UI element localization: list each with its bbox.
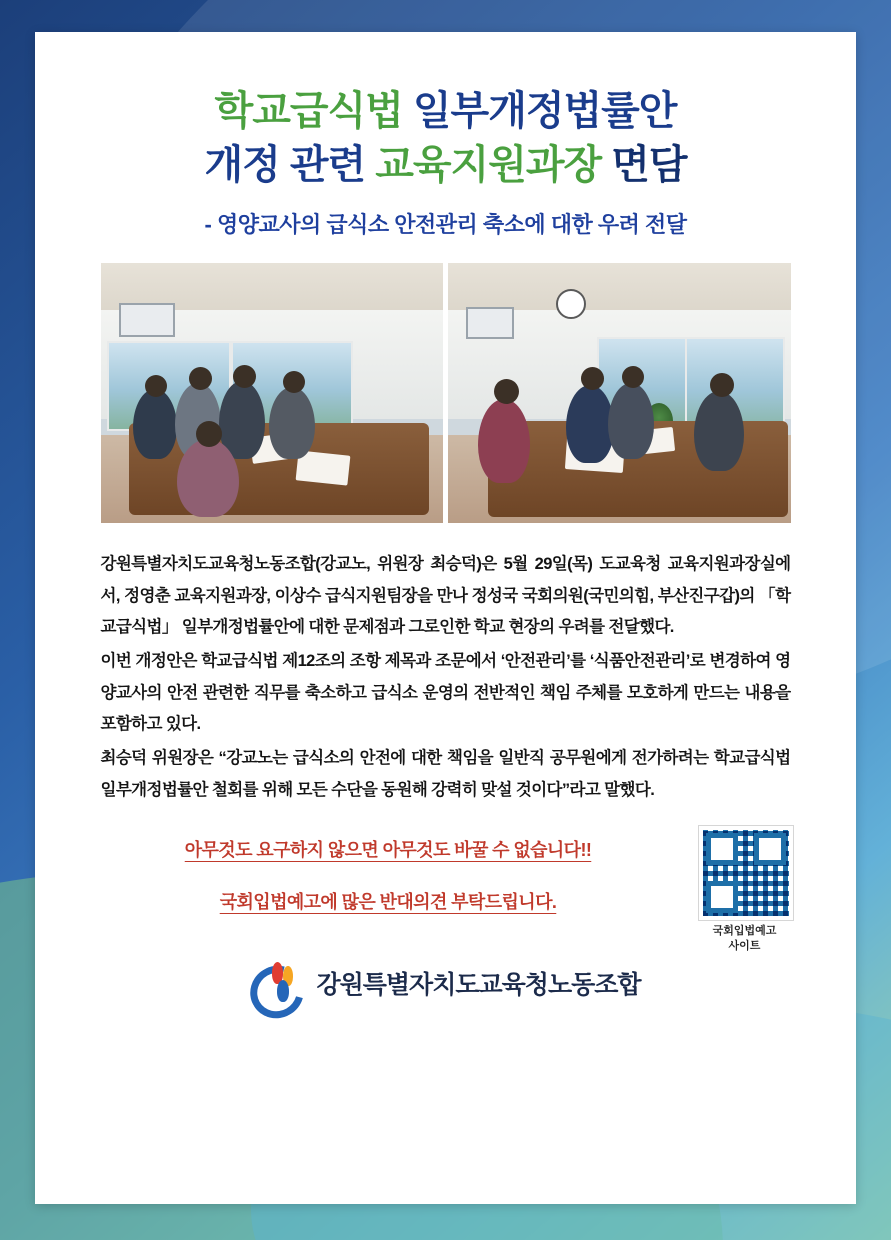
title-line-1 — [35, 84, 856, 138]
meeting-photo-right — [448, 263, 791, 523]
title-line-2 — [35, 138, 856, 192]
qr-caption-line-1: 국회입법예고 — [712, 925, 777, 938]
title-seg-education-support-chief: 교육지원과장 — [375, 143, 612, 187]
meeting-photo-left — [101, 263, 444, 523]
qr-caption — [699, 924, 791, 953]
organization-name: 강원특별자치도교육청노동조합 — [316, 971, 641, 1000]
footer-logo — [101, 960, 791, 1006]
article-paragraph-3: 최승덕 위원장은 “강교노는 급식소의 안전에 대한 책임을 일반직 공무원에게 전가하려는 학교급식법 일부개정법률안 철회를 위해 모든 수단을 동원해 강력히 맞설 것이다”라고 말했다. — [100, 749, 791, 799]
title-seg-amendment-bill: 일부개정법률안 — [412, 89, 677, 133]
photo-row — [101, 263, 791, 523]
union-logo-icon — [250, 960, 304, 1006]
title-block — [35, 32, 856, 192]
qr-caption-line-2: 사이트 — [728, 939, 761, 952]
qr-code-icon[interactable] — [699, 826, 793, 920]
title-seg-interview: 면담 — [611, 143, 687, 187]
cta-line-2: 국회입법예고에 많은 반대의견 부탁드립니다. — [219, 892, 557, 913]
cta-line-1: 아무것도 요구하지 않으면 아무것도 바꿀 수 없습니다!! — [184, 840, 592, 861]
content-card — [35, 32, 856, 1204]
article-paragraph-2: 이번 개정안은 학교급식법 제12조의 조항 제목과 조문에서 ‘안전관리’를 ‘식품안전관리’로 변경하여 영양교사의 안전 관련한 직무를 축소하고 급식소 운영의 전반적인 책임 주체를 모호하게 만드는 내용을 포함하고 있다. — [100, 652, 791, 734]
call-to-action-block — [101, 836, 791, 954]
title-seg-revision-related: 개정 관련 — [204, 143, 376, 187]
poster-subtitle: - 영양교사의 급식소 안전관리 축소에 대한 우려 전달 — [204, 212, 687, 237]
article-body — [101, 549, 791, 806]
article-paragraph-1: 강원특별자치도교육청노동조합(강교노, 위원장 최승덕)은 5월 29일(목) 도교육청 교육지원과장실에서, 정영춘 교육지원과장, 이상수 급식지원팀장을 만나 정성국 국회의원(국민의힘, 부산진구갑)의 「학교급식법」 일부개정법률안에 대한 문제점과 그로인한 학교 현장의 우려를 전달했다. — [100, 555, 791, 637]
qr-code-block[interactable] — [699, 826, 791, 953]
title-seg-school-meal-act: 학교급식법 — [214, 89, 413, 133]
